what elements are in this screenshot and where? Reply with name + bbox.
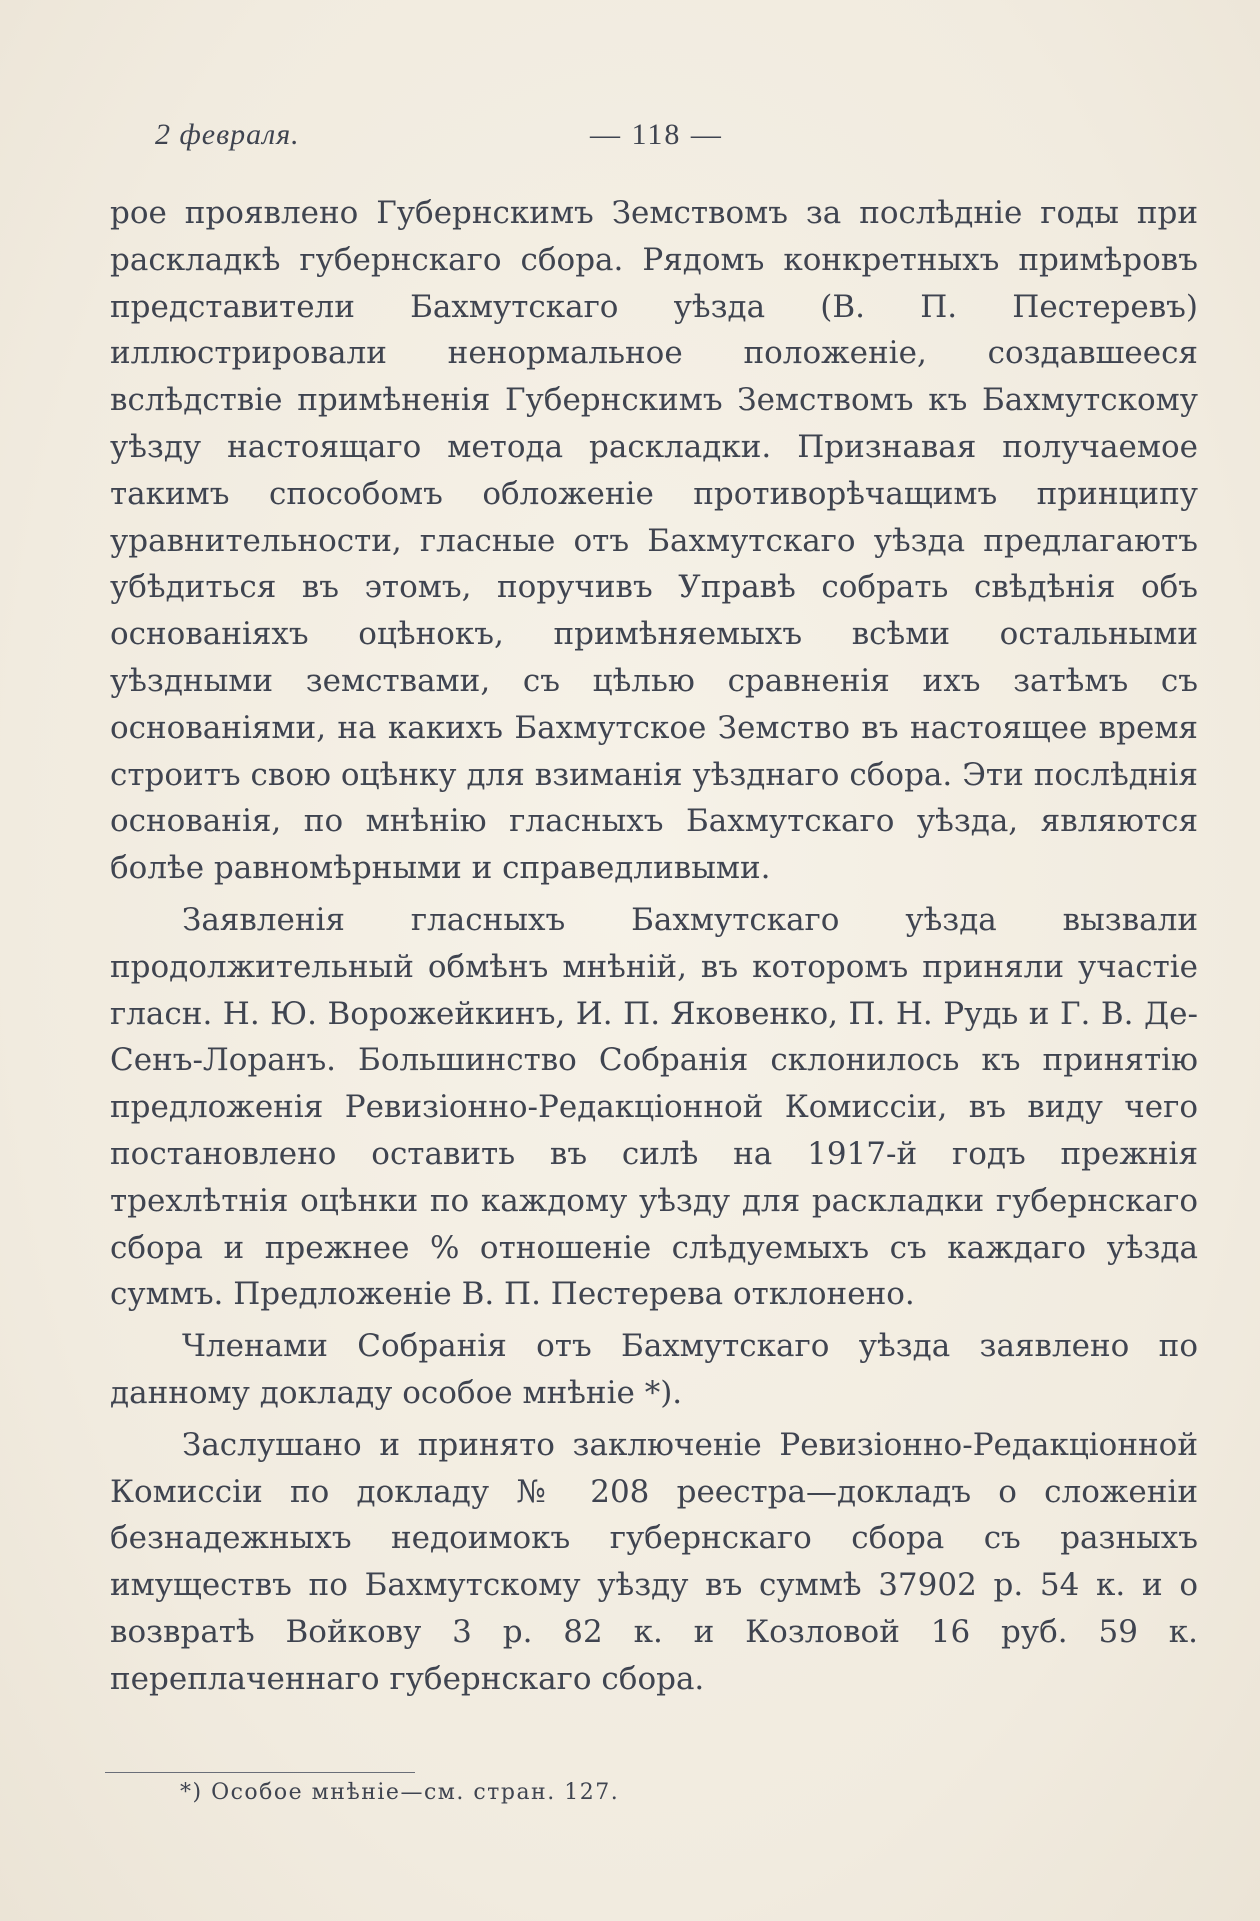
paragraph-discussion: Заявленія гласныхъ Бахмутскаго уѣзда вызвали продолжительный обмѣнъ мнѣній, въ которомъ приняли участіе гласн. Н. Ю. Ворожейкинъ, И. П. Яковенко, П. Н. Рудь и Г. В. Де-Сенъ-Лоранъ. Большинство Собранія склонилось къ принятію предложенія Ревизіонно-Редакціонной Комиссіи, въ виду чего постановлено оставить въ силѣ на 1917-й годъ прежнія трехлѣтнія оцѣнки по каждому уѣзду для раскладки губернскаго сбора и прежнее % отношеніе слѣдуемыхъ съ каждаго уѣзда суммъ. Предложеніе В. П. Пестерева отклонено. [110, 901, 1198, 1313]
footnote-divider [105, 1772, 415, 1773]
footnote: *) Особое мнѣніе—см. стран. 127. [180, 1780, 620, 1805]
header-date: 2 февраля. [155, 118, 300, 151]
page-number: — 118 — [590, 118, 723, 151]
paragraph-report-208: Заслушано и принято заключеніе Ревизіонно-Редакціонной Комиссіи по докладу № 208 реестра—докладъ о сложеніи безнадежныхъ недоимокъ губернскаго сбора съ разныхъ имуществъ по Бахмутскому уѣзду въ суммѣ 37902 р. 54 к. и о возвратѣ Войкову 3 р. 82 к. и Козловой 16 руб. 59 к. переплаченнаго губернскаго сбора. [110, 1426, 1198, 1697]
paragraph-continuation: рое проявлено Губернскимъ Земствомъ за послѣдніе годы при раскладкѣ губернскаго сбора. Рядомъ конкретныхъ примѣровъ представители Бахмутскаго уѣзда (В. П. Пестеревъ) иллюстрировали ненормальное положеніе, создавшееся вслѣдствіе примѣненія Губернскимъ Земствомъ къ Бахмутскому уѣзду настоящаго метода раскладки. Признавая получаемое такимъ способомъ обложеніе противорѣчащимъ принципу уравнительности, гласные отъ Бахмутскаго уѣзда предлагаютъ убѣдиться въ этомъ, поручивъ Управѣ собрать свѣдѣнія объ основаніяхъ оцѣнокъ, примѣняемыхъ всѣми остальными уѣздными земствами, съ цѣлью сравненія ихъ затѣмъ съ основаніями, на какихъ Бахмутское Земство въ настоящее время строитъ свою оцѣнку для взиманія уѣзднаго сбора. Эти послѣднія основанія, по мнѣнію гласныхъ Бахмутскаго уѣзда, являются болѣе равномѣрными и справедливыми. [110, 195, 1198, 887]
body-text [110, 190, 1198, 1703]
paragraph-dissent: Членами Собранія отъ Бахмутскаго уѣзда заявлено по данному докладу особое мнѣніе *). [110, 1328, 1198, 1411]
page-header [155, 118, 735, 158]
